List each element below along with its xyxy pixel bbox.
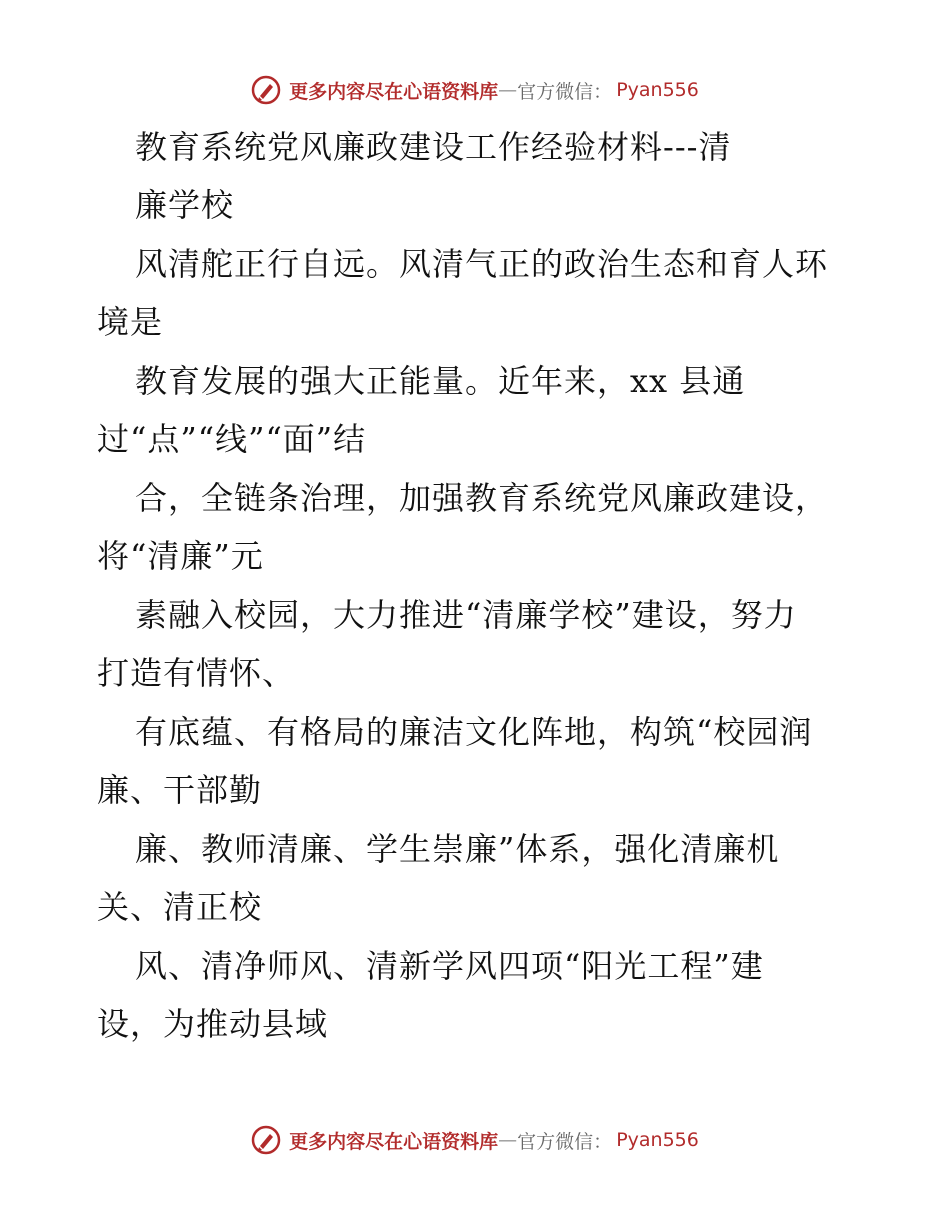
doc-line: 境是 bbox=[97, 303, 164, 341]
header-banner bbox=[0, 70, 950, 110]
doc-line: 廉、干部勤 bbox=[97, 771, 263, 809]
doc-line: 关、清正校 bbox=[97, 888, 263, 926]
doc-title-line-2: 廉学校 bbox=[135, 186, 235, 224]
pen-logo-icon bbox=[251, 1125, 281, 1155]
doc-line: 过“点”“线”“面”结 bbox=[97, 420, 367, 458]
doc-line: 素融入校园，大力推进“清廉学校”建设，努力 bbox=[135, 596, 797, 634]
footer-wechat-label: 官方微信： bbox=[517, 1130, 613, 1153]
doc-line: 将“清廉”元 bbox=[97, 537, 264, 575]
pen-logo-icon bbox=[251, 75, 281, 105]
doc-line: 教育发展的强大正能量。近年来，xx 县通 bbox=[135, 362, 746, 400]
footer-main-text: 更多内容尽在心语资料库 bbox=[289, 1130, 499, 1153]
footer-dash: — bbox=[498, 1129, 518, 1151]
footer-banner bbox=[0, 1120, 950, 1160]
header-wechat-label: 官方微信： bbox=[517, 80, 613, 103]
doc-line: 廉、教师清廉、学生崇廉”体系，强化清廉机 bbox=[135, 830, 780, 868]
header-dash: — bbox=[498, 79, 518, 101]
footer-wechat-id: Pyan556 bbox=[616, 1129, 699, 1151]
doc-line: 风清舵正行自远。风清气正的政治生态和育人环 bbox=[135, 245, 829, 283]
header-main-text: 更多内容尽在心语资料库 bbox=[289, 80, 499, 103]
doc-line: 打造有情怀、 bbox=[97, 654, 296, 692]
doc-line: 风、清净师风、清新学风四项“阳光工程”建 bbox=[135, 947, 764, 985]
header-wechat-id: Pyan556 bbox=[616, 79, 699, 101]
doc-line: 合，全链条治理，加强教育系统党风廉政建设， bbox=[135, 479, 829, 517]
doc-line: 有底蕴、有格局的廉洁文化阵地，构筑“校园润 bbox=[135, 713, 813, 751]
doc-line: 设，为推动县域 bbox=[97, 1005, 329, 1043]
doc-title-line-1: 教育系统党风廉政建设工作经验材料---清 bbox=[135, 128, 732, 166]
